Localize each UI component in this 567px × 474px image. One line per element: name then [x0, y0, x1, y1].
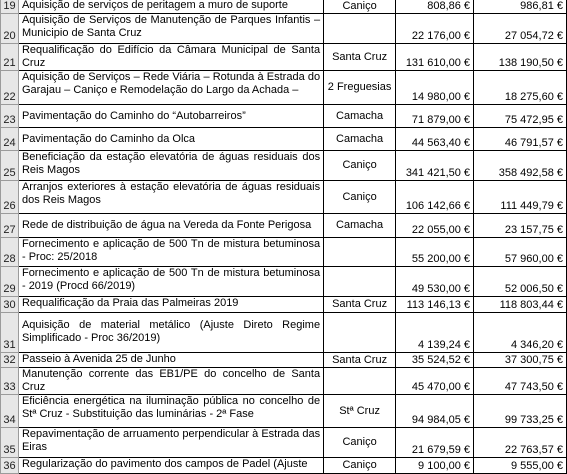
location-cell[interactable] [324, 267, 396, 297]
value-with-vat-cell[interactable]: 52 006,50 € [474, 267, 567, 297]
row-number[interactable]: 29 [1, 267, 19, 297]
description-cell[interactable]: Manutenção corrente das EB1/PE do concelho de Santa Cruz [18, 368, 323, 395]
row-number[interactable]: 25 [1, 151, 19, 181]
table-row [1, 238, 567, 267]
description-cell[interactable]: Beneficiação da estação elevatória de águas residuais dos Reis Magos [18, 151, 323, 181]
row-number[interactable]: 24 [1, 128, 19, 151]
value-cell[interactable]: 22 176,00 € [396, 14, 474, 44]
row-number[interactable]: 19 [1, 0, 19, 14]
location-cell[interactable]: Santa Cruz [324, 44, 396, 71]
location-cell[interactable]: Camacha [324, 128, 396, 151]
row-number[interactable]: 31 [1, 313, 19, 353]
description-cell[interactable]: Fornecimento e aplicação de 500 Tn de mistura betuminosa - Proc: 25/2018 [18, 238, 323, 267]
value-cell[interactable]: 106 142,66 € [396, 181, 474, 214]
row-number[interactable]: 34 [1, 395, 19, 428]
row-number[interactable]: 35 [1, 428, 19, 458]
value-cell[interactable]: 44 563,40 € [396, 128, 474, 151]
table-row [1, 297, 567, 313]
value-with-vat-cell[interactable]: 57 960,00 € [474, 238, 567, 267]
table-row [1, 368, 567, 395]
value-with-vat-cell[interactable]: 986,81 € [474, 0, 567, 14]
location-cell[interactable]: Caniço [324, 428, 396, 458]
value-cell[interactable]: 9 100,00 € [396, 458, 474, 474]
value-cell[interactable]: 94 984,05 € [396, 395, 474, 428]
value-cell[interactable]: 22 055,00 € [396, 214, 474, 238]
table-row [1, 395, 567, 428]
value-cell[interactable]: 131 610,00 € [396, 44, 474, 71]
table-row [1, 267, 567, 297]
description-cell[interactable]: Pavimentação do Caminho do “Autobarreiros” [18, 105, 323, 128]
value-with-vat-cell[interactable]: 118 803,44 € [474, 297, 567, 313]
value-cell[interactable]: 21 679,59 € [396, 428, 474, 458]
row-number[interactable]: 20 [1, 14, 19, 44]
value-cell[interactable]: 14 980,00 € [396, 71, 474, 105]
value-cell[interactable]: 49 530,00 € [396, 267, 474, 297]
table-row [1, 44, 567, 71]
table-row [1, 181, 567, 214]
table-row [1, 313, 567, 353]
table-row [1, 458, 567, 474]
table-row [1, 214, 567, 238]
location-cell[interactable]: Stª Cruz [324, 395, 396, 428]
value-cell[interactable]: 71 879,00 € [396, 105, 474, 128]
row-number[interactable]: 27 [1, 214, 19, 238]
table-row [1, 0, 567, 14]
value-with-vat-cell[interactable]: 138 190,50 € [474, 44, 567, 71]
row-number[interactable]: 36 [1, 458, 19, 474]
description-cell[interactable]: Pavimentação do Caminho da Olca [18, 128, 323, 151]
row-number[interactable]: 21 [1, 44, 19, 71]
description-cell[interactable]: Aquisição de Serviços – Rede Viária – Rotunda à Estrada do Garajau – Caniço e Remodelação do Largo da Achada – [18, 71, 323, 105]
table-row [1, 14, 567, 44]
value-with-vat-cell[interactable]: 99 733,25 € [474, 395, 567, 428]
value-with-vat-cell[interactable]: 358 492,58 € [474, 151, 567, 181]
row-number[interactable]: 22 [1, 71, 19, 105]
location-cell[interactable] [324, 14, 396, 44]
value-cell[interactable]: 808,86 € [396, 0, 474, 14]
location-cell[interactable]: Santa Cruz [324, 353, 396, 368]
description-cell[interactable]: Repavimentação de arruamento perpendicular à Estrada das Eiras [18, 428, 323, 458]
description-cell[interactable]: Rede de distribuição de água na Vereda da Fonte Perigosa [18, 214, 323, 238]
description-cell[interactable]: Eficiência energética na iluminação pública no concelho de Stª Cruz - Substituição das luminárias - 2ª Fase [18, 395, 323, 428]
table-row [1, 71, 567, 105]
value-with-vat-cell[interactable]: 37 300,75 € [474, 353, 567, 368]
value-with-vat-cell[interactable]: 22 763,57 € [474, 428, 567, 458]
value-cell[interactable]: 45 470,00 € [396, 368, 474, 395]
location-cell[interactable]: Camacha [324, 105, 396, 128]
location-cell[interactable]: Caniço [324, 181, 396, 214]
row-number[interactable]: 30 [1, 297, 19, 313]
description-cell[interactable]: Arranjos exteriores à estação elevatória de águas residuais dos Reis Magos [18, 181, 323, 214]
value-with-vat-cell[interactable]: 18 275,60 € [474, 71, 567, 105]
row-number[interactable]: 33 [1, 368, 19, 395]
row-number[interactable]: 23 [1, 105, 19, 128]
description-cell[interactable]: Passeio à Avenida 25 de Junho [18, 353, 323, 368]
table-row [1, 128, 567, 151]
location-cell[interactable]: Caniço [324, 0, 396, 14]
value-cell[interactable]: 4 139,24 € [396, 313, 474, 353]
description-cell[interactable]: Requalificação do Edifício da Câmara Municipal de Santa Cruz [18, 44, 323, 71]
table-row [1, 353, 567, 368]
location-cell[interactable]: Caniço [324, 151, 396, 181]
description-cell[interactable]: Aquisição de Serviços de Manutenção de Parques Infantis – Municipio de Santa Cruz [18, 14, 323, 44]
value-with-vat-cell[interactable]: 9 555,00 € [474, 458, 567, 474]
value-cell[interactable]: 55 200,00 € [396, 238, 474, 267]
value-with-vat-cell[interactable]: 27 054,72 € [474, 14, 567, 44]
table-row [1, 105, 567, 128]
value-with-vat-cell[interactable]: 47 743,50 € [474, 368, 567, 395]
value-with-vat-cell[interactable]: 23 157,75 € [474, 214, 567, 238]
value-cell[interactable]: 35 524,52 € [396, 353, 474, 368]
location-cell[interactable] [324, 313, 396, 353]
description-cell[interactable]: Fornecimento e aplicação de 500 Tn de mistura betuminosa - 2019 (Procd 66/2019) [18, 267, 323, 297]
location-cell[interactable] [324, 368, 396, 395]
value-with-vat-cell[interactable]: 46 791,57 € [474, 128, 567, 151]
description-cell[interactable]: Regularização do pavimento dos campos de Padel (Ajuste [18, 458, 323, 474]
row-number[interactable]: 26 [1, 181, 19, 214]
description-cell[interactable]: Aquisição de material metálico (Ajuste Direto Regime Simplificado - Proc 36/2019) [18, 313, 323, 353]
location-cell[interactable]: Camacha [324, 214, 396, 238]
description-cell[interactable]: Requalificação da Praia das Palmeiras 2019 [18, 297, 323, 313]
row-number[interactable]: 32 [1, 353, 19, 368]
location-cell[interactable] [324, 238, 396, 267]
location-cell[interactable]: 2 Freguesias [324, 71, 396, 105]
location-cell[interactable]: Santa Cruz [324, 297, 396, 313]
table-row [1, 428, 567, 458]
value-cell[interactable]: 113 146,13 € [396, 297, 474, 313]
description-cell[interactable]: Aquisição de serviços de peritagem a muro de suporte [18, 0, 323, 14]
location-cell[interactable]: Caniço [324, 458, 396, 474]
table-row [1, 151, 567, 181]
value-with-vat-cell[interactable]: 111 449,79 € [474, 181, 567, 214]
value-cell[interactable]: 341 421,50 € [396, 151, 474, 181]
row-number[interactable]: 28 [1, 238, 19, 267]
value-with-vat-cell[interactable]: 75 472,95 € [474, 105, 567, 128]
value-with-vat-cell[interactable]: 4 346,20 € [474, 313, 567, 353]
